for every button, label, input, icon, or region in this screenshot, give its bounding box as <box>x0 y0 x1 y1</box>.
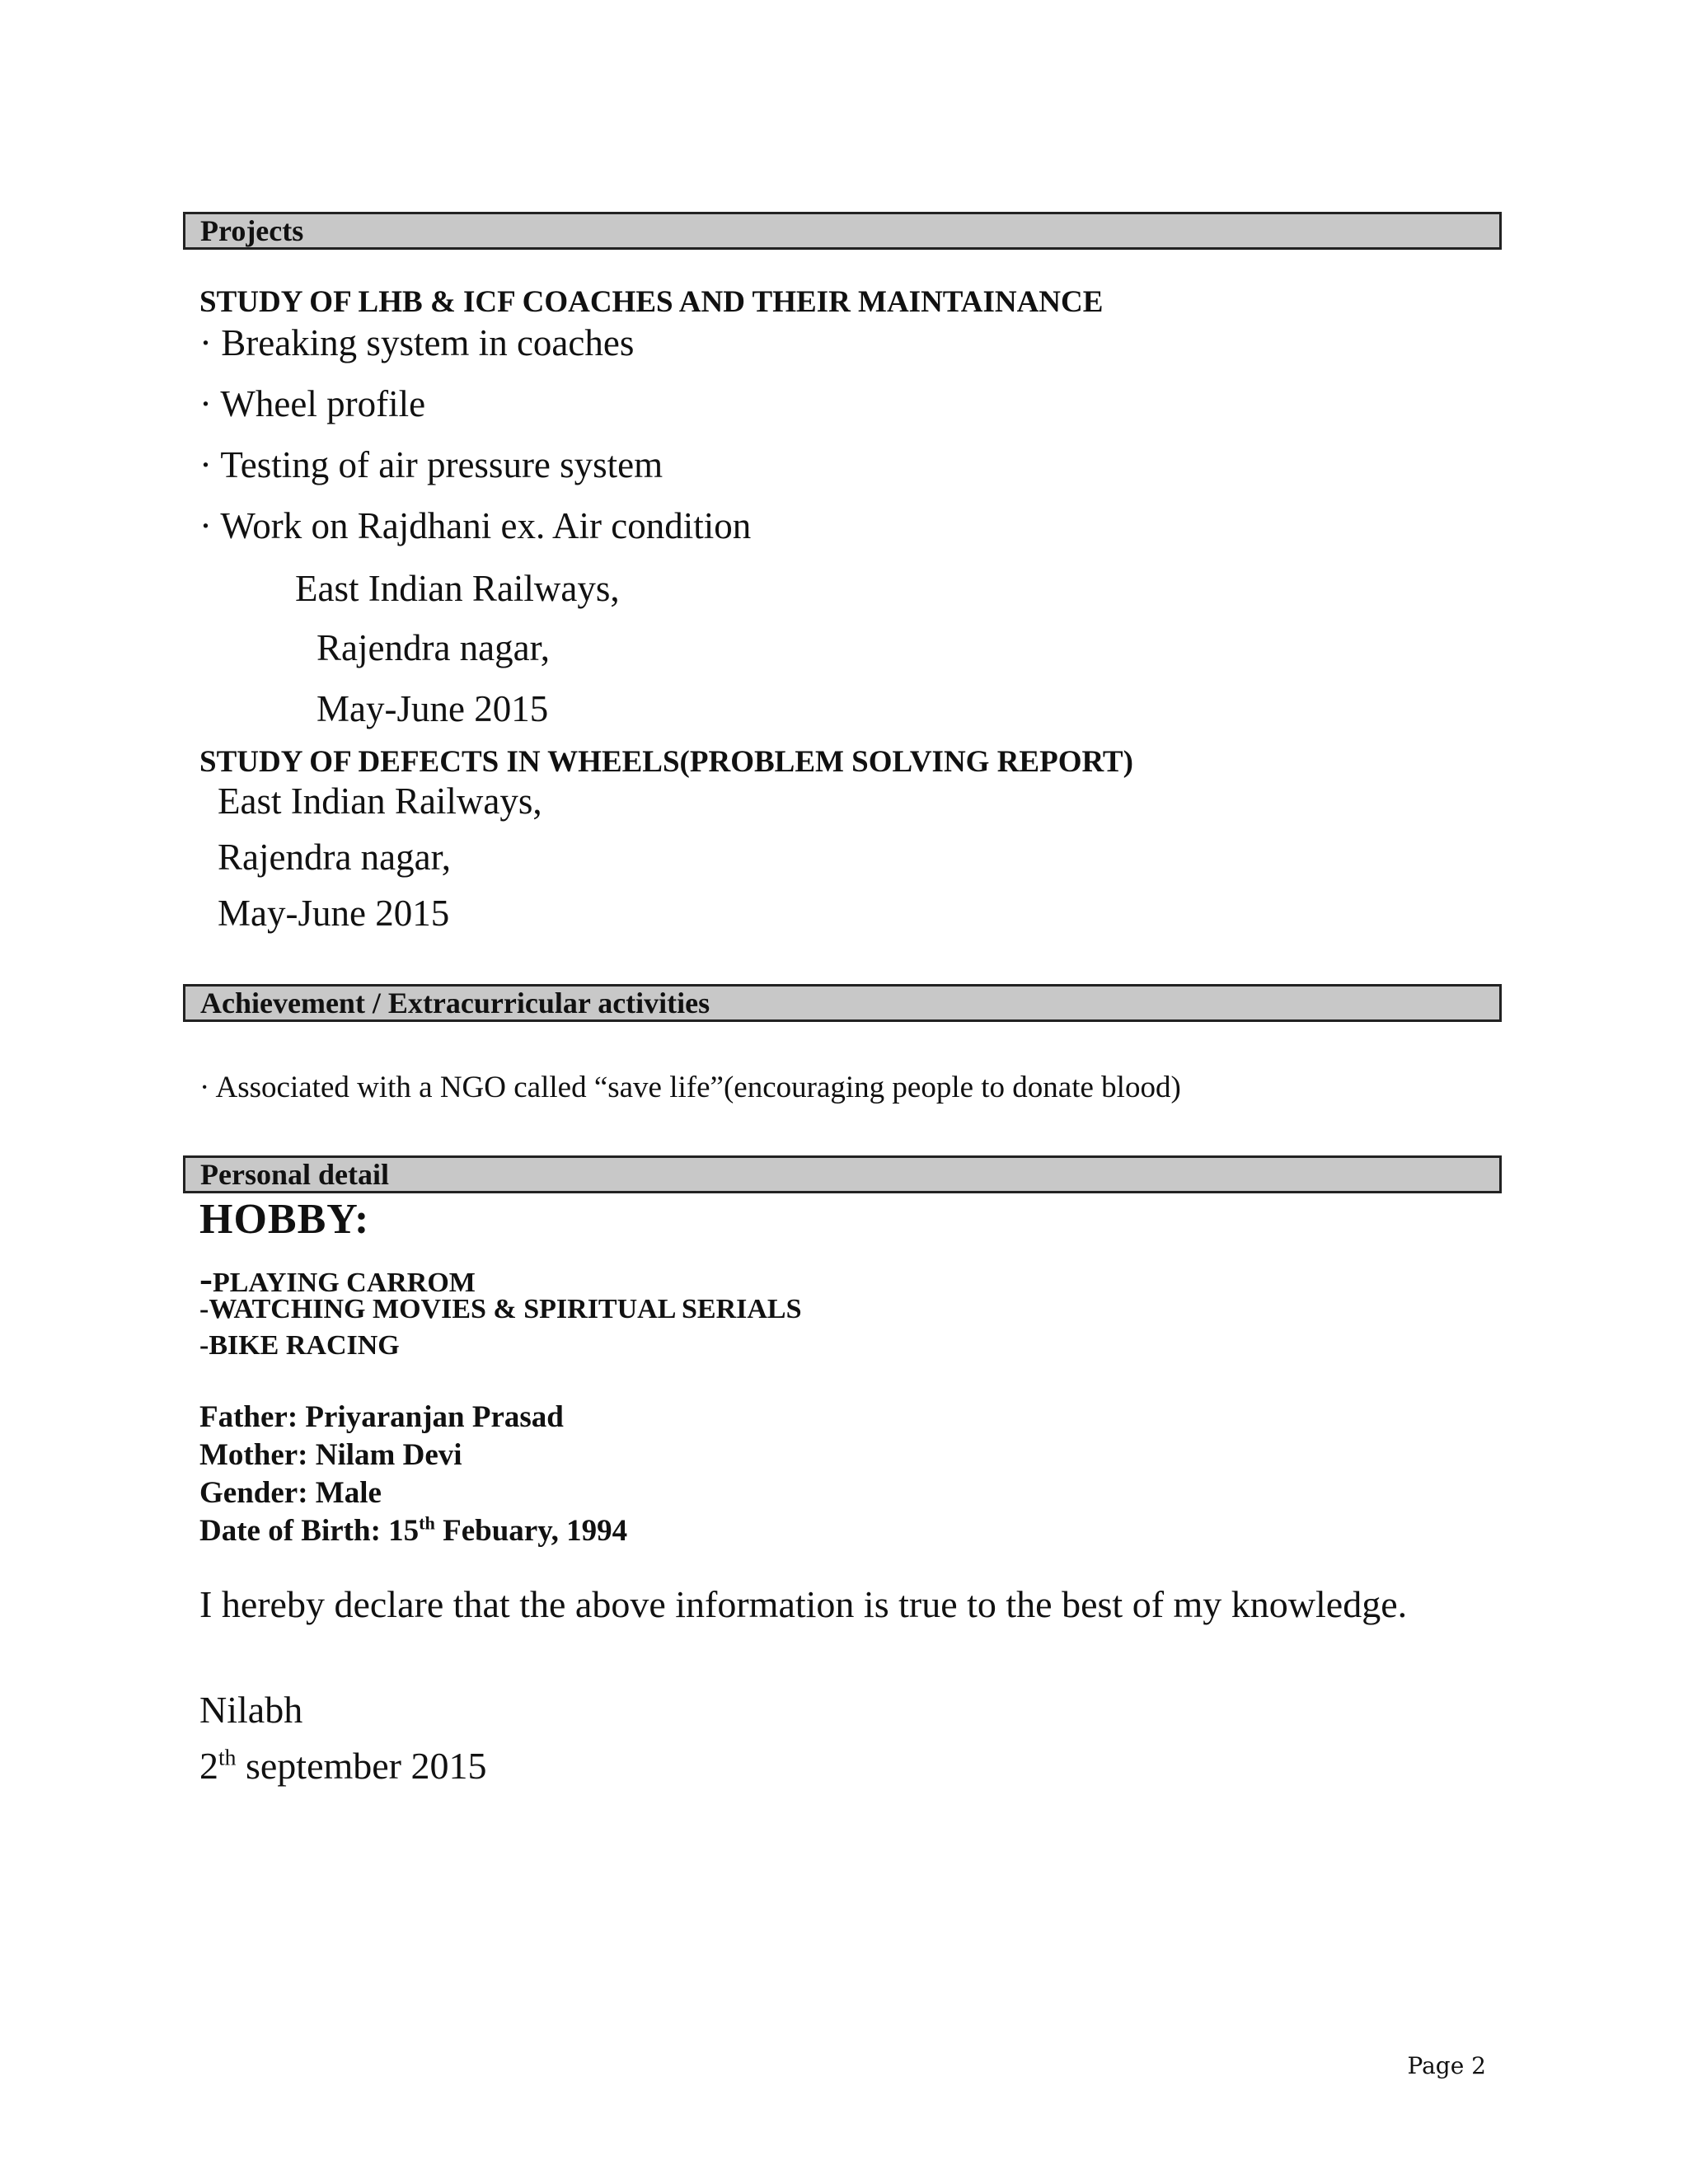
page-number: Page 2 <box>1407 2052 1486 2079</box>
detail-value: Nilam Devi <box>315 1438 462 1472</box>
signature-name: Nilabh <box>199 1689 303 1731</box>
detail-label: Mother: <box>199 1438 308 1472</box>
hobby-item: -PLAYING CARROM <box>199 1257 476 1301</box>
dob-day: 15 <box>388 1514 420 1548</box>
section-title: Personal detail <box>200 1158 389 1191</box>
section-title: Projects <box>200 214 304 247</box>
project-date: May-June 2015 <box>218 893 450 934</box>
hobby-item: -BIKE RACING <box>199 1330 400 1361</box>
detail-label: Gender: <box>199 1476 308 1510</box>
detail-label: Date of Birth: <box>199 1514 381 1548</box>
section-header-personal <box>183 1155 1502 1193</box>
date-suffix: th <box>218 1744 237 1770</box>
hobby-item-label: PLAYING CARROM <box>212 1268 476 1298</box>
section-header-achievements <box>183 984 1502 1022</box>
detail-label: Father: <box>199 1400 298 1434</box>
project-location: Rajendra nagar, <box>218 837 452 878</box>
detail-value: Priyaranjan Prasad <box>305 1400 564 1434</box>
hobby-item: -WATCHING MOVIES & SPIRITUAL SERIALS <box>199 1294 802 1324</box>
project-location: East Indian Railways, <box>218 780 542 822</box>
project-location: East Indian Railways, <box>295 568 620 609</box>
detail-value: Male <box>315 1476 382 1510</box>
list-item: · Wheel profile <box>199 383 426 424</box>
project-date: May-June 2015 <box>316 688 549 729</box>
section-header-projects <box>183 212 1502 250</box>
list-item: · Associated with a NGO called “save life”(encouraging people to donate blood) <box>199 1071 1181 1104</box>
date-day: 2 <box>199 1745 218 1787</box>
detail-dob <box>199 1513 627 1549</box>
project-title: STUDY OF LHB & ICF COACHES AND THEIR MAINTAINANCE <box>199 285 1104 319</box>
declaration-text: I hereby declare that the above information is true to the best of my knowledge. <box>199 1583 1408 1625</box>
date-rest: september 2015 <box>245 1745 487 1787</box>
list-item: · Testing of air pressure system <box>199 444 663 485</box>
dob-rest: Febuary, 1994 <box>443 1514 628 1548</box>
project-location: Rajendra nagar, <box>316 627 551 668</box>
detail-mother <box>199 1437 462 1473</box>
dob-suffix: th <box>419 1512 435 1534</box>
project-title: STUDY OF DEFECTS IN WHEELS(PROBLEM SOLVING REPORT) <box>199 745 1133 779</box>
list-item: · Work on Rajdhani ex. Air condition <box>199 505 752 546</box>
detail-father <box>199 1399 564 1435</box>
detail-gender <box>199 1475 382 1511</box>
section-title: Achievement / Extracurricular activities <box>200 987 710 1019</box>
signature-date <box>199 1744 487 1788</box>
hobby-heading: HOBBY: <box>199 1196 370 1243</box>
list-item: · Breaking system in coaches <box>199 322 635 363</box>
